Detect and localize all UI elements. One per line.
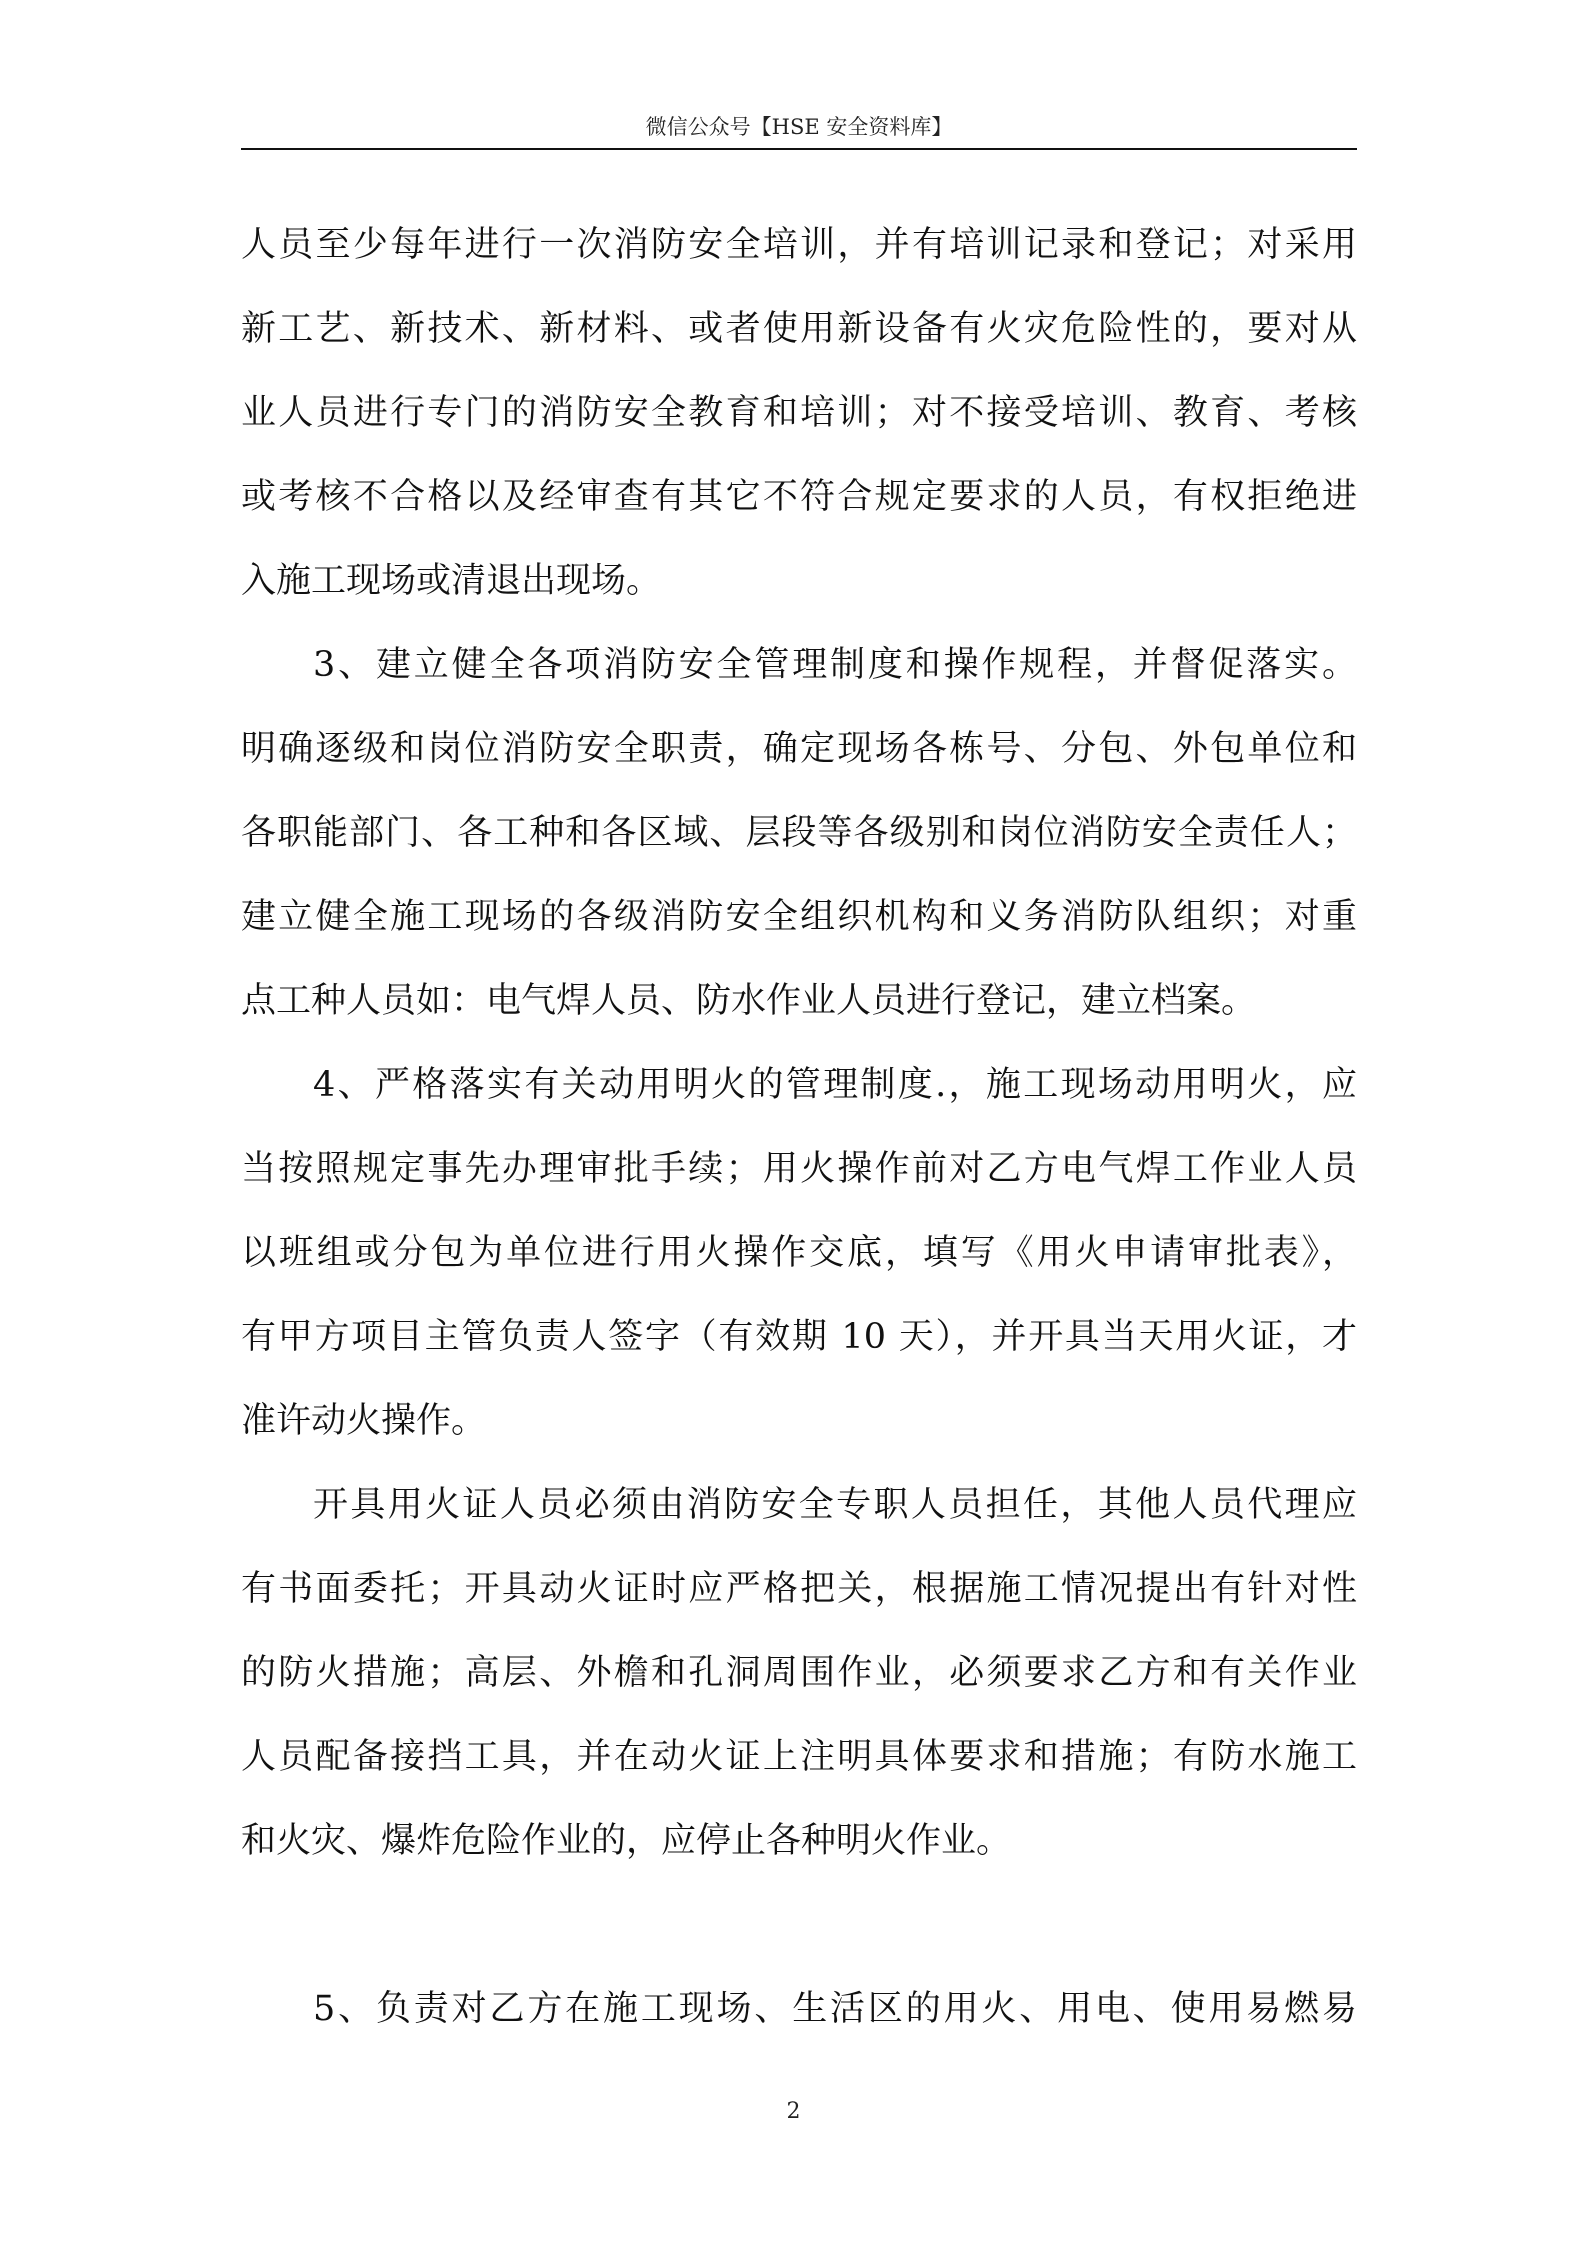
text-line: 点工种人员如：电气焊人员、防水作业人员进行登记，建立档案。 xyxy=(241,981,1257,1021)
text-line: 以班组或分包为单位进行用火操作交底，填写《用火申请审批表》， xyxy=(241,1233,1357,1273)
text-line: 的防火措施；高层、外檐和孔洞周围作业，必须要求乙方和有关作业 xyxy=(241,1653,1357,1693)
text-line: 新工艺、新技术、新材料、或者使用新设备有火灾危险性的，要对从 xyxy=(241,309,1357,349)
text-line: 人员至少每年进行一次消防安全培训，并有培训记录和登记；对采用 xyxy=(241,225,1357,265)
text-line: 入施工现场或清退出现场。 xyxy=(241,561,662,601)
paragraph xyxy=(241,1050,1357,1470)
paragraph xyxy=(241,1974,1357,2058)
text-line: 当按照规定事先办理审批手续；用火操作前对乙方电气焊工作业人员 xyxy=(241,1149,1357,1189)
text-line: 5、负责对乙方在施工现场、生活区的用火、用电、使用易燃易 xyxy=(313,1989,1357,2029)
header-divider xyxy=(241,148,1357,150)
text-line: 4、严格落实有关动用明火的管理制度.，施工现场动用明火，应 xyxy=(313,1065,1357,1105)
text-line: 和火灾、爆炸危险作业的，应停止各种明火作业。 xyxy=(241,1821,1012,1861)
text-line: 3、建立健全各项消防安全管理制度和操作规程，并督促落实。 xyxy=(313,645,1357,685)
text-line: 人员配备接挡工具，并在动火证上注明具体要求和措施；有防水施工 xyxy=(241,1737,1357,1777)
text-line: 建立健全施工现场的各级消防安全组织机构和义务消防队组织；对重 xyxy=(241,897,1357,937)
text-line: 各职能部门、各工种和各区域、层段等各级别和岗位消防安全责任人； xyxy=(241,813,1357,853)
text-line: 准许动火操作。 xyxy=(241,1401,487,1441)
text-line: 开具用火证人员必须由消防安全专职人员担任，其他人员代理应 xyxy=(313,1485,1357,1525)
paragraph xyxy=(241,630,1357,1050)
paragraph xyxy=(241,210,1357,630)
text-line: 业人员进行专门的消防安全教育和培训；对不接受培训、教育、考核 xyxy=(241,393,1357,433)
text-line: 或考核不合格以及经审查有其它不符合规定要求的人员，有权拒绝进 xyxy=(241,477,1357,517)
text-line: 明确逐级和岗位消防安全职责，确定现场各栋号、分包、外包单位和 xyxy=(241,729,1357,769)
body-text xyxy=(241,210,1357,2058)
page-number: 2 xyxy=(786,2099,801,2124)
paragraph xyxy=(241,1470,1357,1890)
blank-line xyxy=(241,1890,1357,1974)
text-line: 有甲方项目主管负责人签字（有效期 10 天），并开具当天用火证，才 xyxy=(241,1317,1357,1357)
page-header: 微信公众号【HSE 安全资料库】 xyxy=(645,115,953,139)
text-line: 有书面委托；开具动火证时应严格把关，根据施工情况提出有针对性 xyxy=(241,1569,1357,1609)
